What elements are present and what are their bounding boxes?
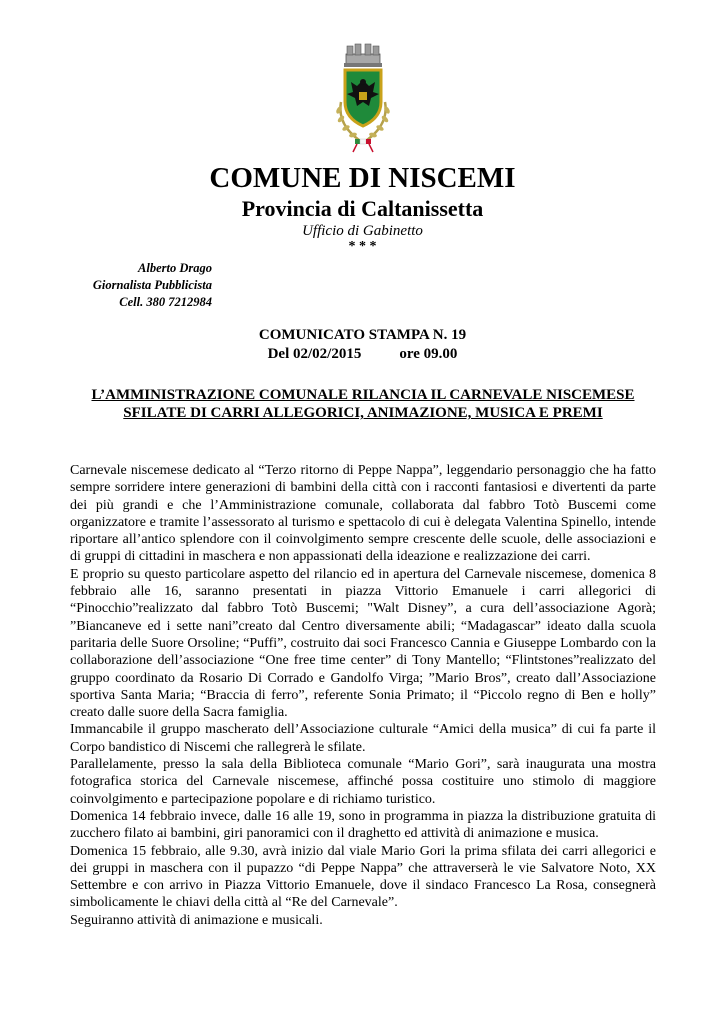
paragraph: Domenica 14 febbraio invece, dalle 16 alle 19, sono in programma in piazza la distribuzione gratuita di zucchero filato ai bambini, giri panoramici con il draghetto ed attività di animazione e musica. [70, 808, 656, 842]
journalist-phone: Cell. 380 7212984 [119, 295, 212, 309]
press-release-info [0, 326, 725, 364]
office-name: Ufficio di Gabinetto [302, 223, 423, 239]
province-subtitle: Provincia di Caltanissetta [241, 196, 484, 221]
municipality-title: COMUNE DI NISCEMI [209, 162, 516, 194]
article-body [70, 462, 656, 929]
paragraph: Seguiranno attività di animazione e musicali. [70, 912, 323, 928]
paragraph: E proprio su questo particolare aspetto del rilancio ed in apertura del Carnevale niscemese, domenica 8 febbraio alle 16, saranno presentati in piazza Vittorio Emanuele i carri allegorici di “Pinocchio”realizzato dal fabbro Totò Buscemi; "Walt Disney”, a cura dell’associazione Agorà; ”Biancaneve ed i sette nani”creato dal Centro diversamente abili; “Madagascar” ideato dalla scuola paritaria delle Suore Orsoline; “Puffi”, costruito dai soci Francesco Cannia e Giuseppe Lombardo con la collaborazione dell’associazione “One free time center” di Tony Mantello; “Flintstones”realizzato del gruppo coordinato da Rosario Di Corrado e Gandolfo Virga; ”Mario Bros”, creato dall’Associazione sportiva Santa Maria; “Braccia di ferro”, referente Sonia Primato; il “Piccolo regno di Ben e holly” creato dalle suore della Sacra famiglia. [70, 566, 656, 721]
paragraph: Immancabile il gruppo mascherato dell’Associazione culturale “Amici della musica” di cui fa parte il Corpo bandistico di Niscemi che rallegrerà le sfilate. [70, 722, 656, 755]
press-release-date: Del 02/02/2015 [267, 346, 362, 362]
journalist-name: Alberto Drago [138, 261, 212, 275]
journalist-contact [62, 260, 212, 311]
paragraph: Parallelamente, presso la sala della Biblioteca comunale “Mario Gori”, sarà inaugurata una mostra fotografica storica del Carnevale niscemese, affinché possa costituire uno stimolo di maggiore coinvolgimento e partecipazione popolare e di richiamo turistico. [70, 757, 656, 807]
journalist-role: Giornalista Pubblicista [92, 278, 212, 292]
headline [70, 386, 656, 422]
separator-stars: * * * [348, 239, 377, 254]
headline-line-2: SFILATE DI CARRI ALLEGORICI, ANIMAZIONE, MUSICA E PREMI [123, 405, 603, 421]
municipal-coat-of-arms-icon [313, 40, 413, 156]
press-release-number: COMUNICATO STAMPA N. 19 [258, 327, 467, 343]
paragraph: Domenica 15 febbraio, alle 9.30, avrà inizio dal viale Mario Gori la prima sfilata dei carri allegorici e dei gruppi in maschera con il pupazzo “di Peppe Nappa” che attraverserà le vie Salvatore Noto, XX Settembre e con arrivo in Piazza Vittorio Emanuele, dove il sindaco Francesco La Rosa, consegnerà simbolicamente le chiavi della città al “Re del Carnevale”. [70, 843, 656, 911]
press-release-time: ore 09.00 [399, 346, 458, 362]
press-release-date-line [0, 345, 725, 364]
paragraph: Carnevale niscemese dedicato al “Terzo ritorno di Peppe Nappa”, leggendario personaggio che ha fatto sempre sorridere intere generazioni di bambini della città con i racconti fantasiosi e divertenti da parte dei più grandi e che l’Amministrazione comunale, collaborata dal fabbro Totò Buscemi come organizzatore e tramite l’assessorato al turismo e spettacolo di cui è delegata Valentina Spinello, intende riportare all’antico splendore con il coinvolgimento sempre crescente delle scuole, delle associazioni e di gruppi di cittadini in maschera e non appassionati della ideazione e realizzazione dei carri. [70, 463, 656, 565]
headline-line-1: L’AMMINISTRAZIONE COMUNALE RILANCIA IL CARNEVALE NISCEMESE [91, 387, 635, 403]
